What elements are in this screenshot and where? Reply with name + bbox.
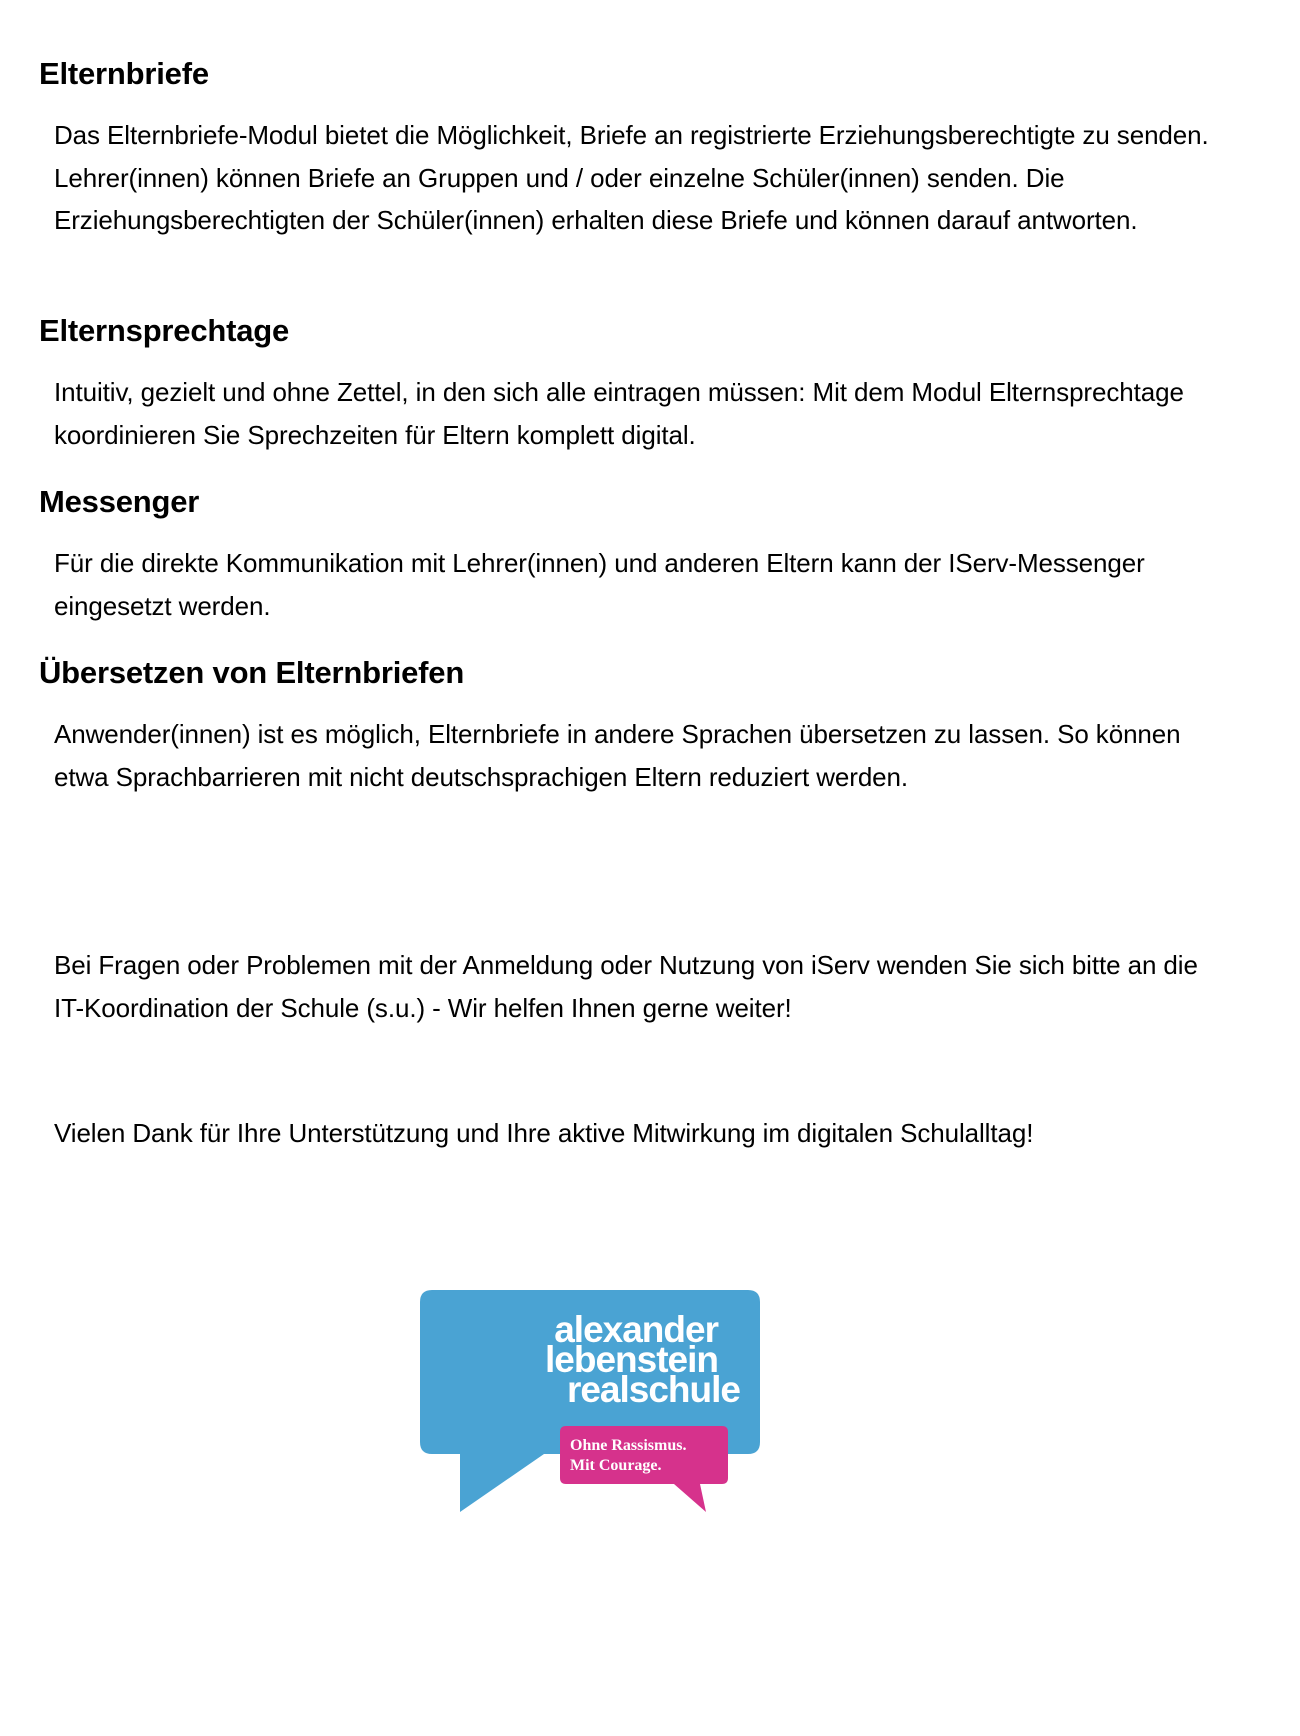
logo-tagline-2: Mit Courage. [570,1457,662,1474]
logo-graphic [420,1290,760,1520]
paragraph-messenger: Für die direkte Kommunikation mit Lehrer(innen) und anderen Eltern kann der IServ-Messenger eingesetzt werden. [54,548,1145,621]
heading-elternsprechtage: Elternsprechtage [39,313,290,348]
logo-line-3: realschule [566,1369,740,1410]
support-note: Bei Fragen oder Problemen mit der Anmeldung oder Nutzung von iServ wenden Sie sich bitte an die IT-Koordination der Schule (s.u.) - Wir helfen Ihnen gerne weiter! [54,950,1198,1023]
logo-tagline-1: Ohne Rassismus. [570,1437,687,1454]
logo-line-1: alexander [554,1309,718,1350]
school-logo [420,1290,760,1520]
paragraph-uebersetzen: Anwender(innen) ist es möglich, Elternbriefe in andere Sprachen übersetzen zu lassen. So können etwa Sprachbarrieren mit nicht deutschsprachigen Eltern reduziert werden. [54,719,1181,792]
heading-uebersetzen: Übersetzen von Elternbriefen [39,655,465,690]
paragraph-elternbriefe: Das Elternbriefe-Modul bietet die Möglichkeit, Briefe an registrierte Erziehungsberechtigte zu senden. Lehrer(innen) können Briefe an Gruppen und / oder einzelne Schüler(innen) senden. Die Erziehungsberechtigten der Schüler(innen) erhalten diese Briefe und können darauf antworten. [54,120,1209,235]
thanks-note: Vielen Dank für Ihre Unterstützung und Ihre aktive Mitwirkung im digitalen Schulalltag! [54,1118,1034,1148]
paragraph-elternsprechtage: Intuitiv, gezielt und ohne Zettel, in den sich alle eintragen müssen: Mit dem Modul Elternsprechtage koordinieren Sie Sprechzeiten für Eltern komplett digital. [54,377,1184,450]
heading-elternbriefe: Elternbriefe [39,56,209,91]
heading-messenger: Messenger [39,484,200,519]
logo-line-2: lebenstein [545,1339,718,1380]
